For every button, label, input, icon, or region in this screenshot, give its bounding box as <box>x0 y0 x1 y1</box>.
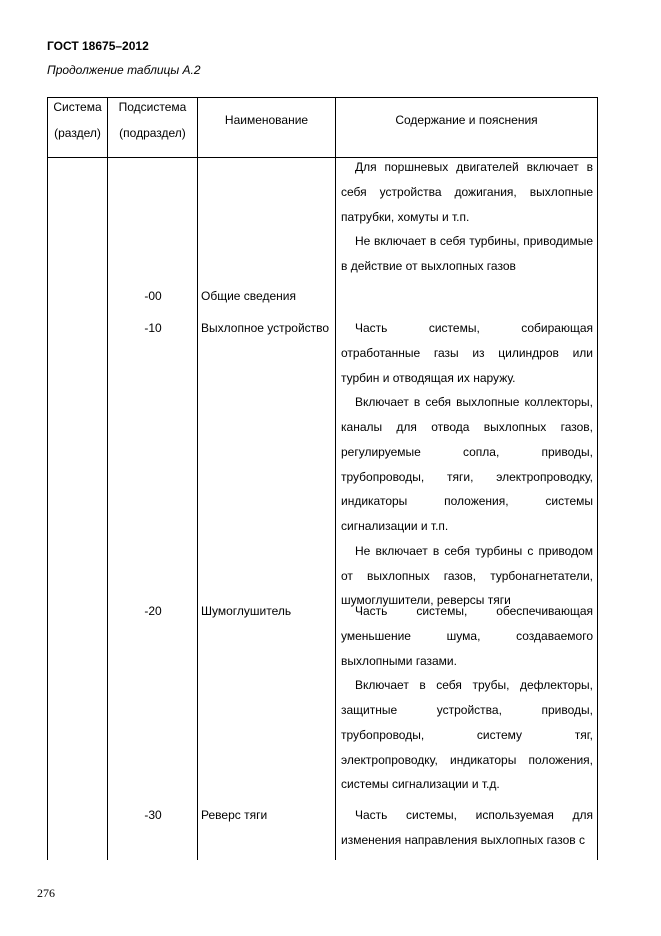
row-description <box>341 599 593 797</box>
header-system-line2: (раздел) <box>54 126 101 140</box>
row-code: -10 <box>144 321 162 335</box>
standard-header: ГОСТ 18675–2012 <box>47 39 149 53</box>
intro-paragraph: Для поршневых двигателей включает в себя устройства дожигания, выхлопные патрубки, хомуты и т.п. <box>341 160 593 224</box>
row-code: -30 <box>144 808 162 822</box>
row-code: -00 <box>144 289 162 303</box>
column-divider-2 <box>197 97 198 860</box>
description-paragraph: Часть системы, обеспечивающая уменьшение шума, создаваемого выхлопными газами. <box>341 604 593 668</box>
header-content: Содержание и пояснения <box>395 113 538 127</box>
row-name: Выхлопное устройство <box>201 321 330 335</box>
row-code: -20 <box>144 604 162 618</box>
header-subsystem-line2: (подраздел) <box>119 126 186 140</box>
table-caption: Продолжение таблицы А.2 <box>47 63 201 77</box>
row-name: Общие сведения <box>201 289 296 303</box>
header-subsystem-line1: Подсистема <box>118 100 187 114</box>
description-paragraph: Не включает в себя турбины с приводом от выхлопных газов, турбонагнетатели, шумоглушители, реверсы тяги <box>341 543 593 608</box>
header-system <box>48 94 107 146</box>
page-number: 276 <box>37 886 55 900</box>
row-name: Шумоглушитель <box>201 604 292 618</box>
header-subsystem <box>108 94 197 146</box>
column-divider-1 <box>107 97 108 860</box>
description-paragraph: Часть системы, собирающая отработанные газы из цилиндров или турбин и отводящая их наружу. <box>341 321 593 385</box>
description-paragraph: Часть системы, используемая для изменения направления выхлопных газов с <box>341 808 593 847</box>
table-left-border <box>47 97 48 860</box>
table-right-border <box>597 97 598 860</box>
description-paragraph: Включает в себя трубы, дефлекторы, защитные устройства, приводы, трубопроводы, систему тяг, электропроводку, индикаторы положения, системы сигнализации и т.д. <box>341 678 593 792</box>
row-name: Реверс тяги <box>201 808 268 822</box>
column-divider-3 <box>335 97 336 860</box>
description-paragraph: Включает в себя выхлопные коллекторы, каналы для отвода выхлопных газов, регулируемые сопла, приводы, трубопроводы, тяги, электропроводку, индикаторы положения, системы сигнализации и т.п. <box>341 395 593 533</box>
header-name: Наименование <box>224 113 309 127</box>
row-description <box>341 803 593 853</box>
intro-description <box>341 155 593 279</box>
row-description <box>341 316 593 613</box>
intro-paragraph: Не включает в себя турбины, приводимые в действие от выхлопных газов <box>341 234 593 273</box>
header-system-line1: Система <box>53 100 102 114</box>
